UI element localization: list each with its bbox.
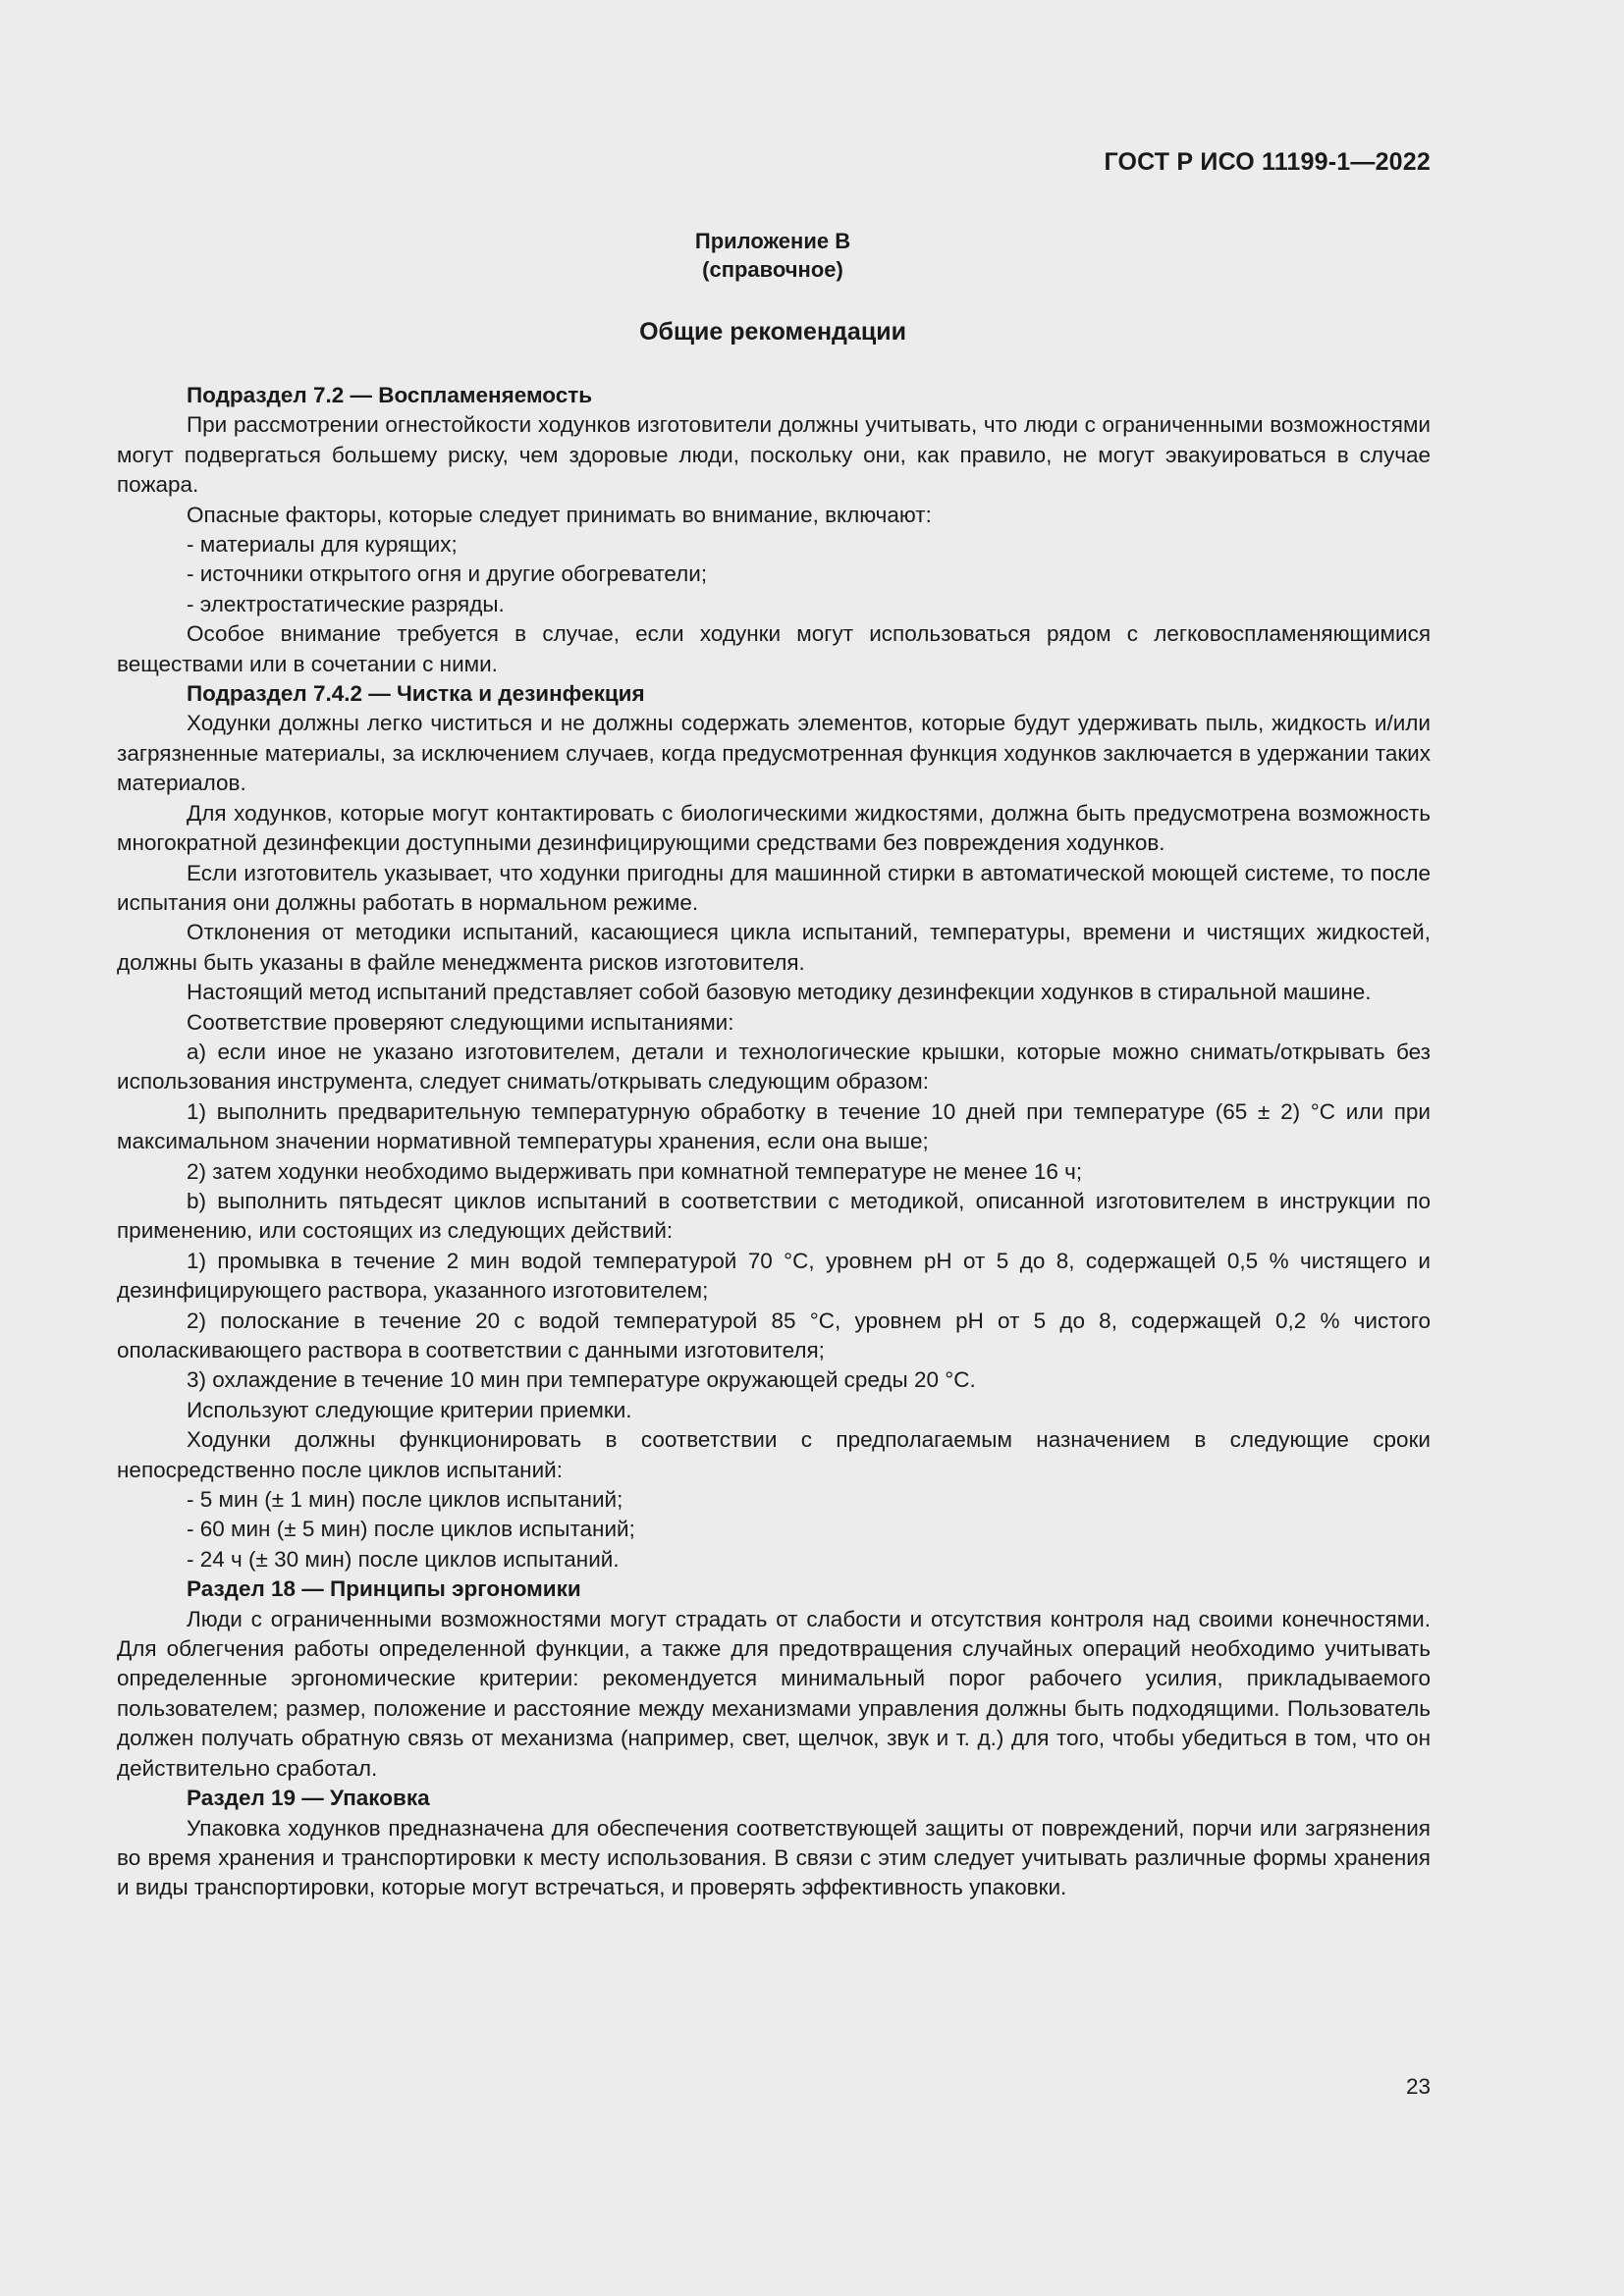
section-title: Общие рекомендации: [639, 318, 906, 346]
appendix-heading: [0, 227, 1545, 284]
list-item: b) выполнить пятьдесят циклов испытаний в соответствии с методикой, описанной изготовителем в инструкции по применению, или состоящих из следующих действий:: [117, 1188, 1431, 1244]
paragraph: Опасные факторы, которые следует принимать во внимание, включают:: [187, 502, 932, 527]
list-item: - 24 ч (± 30 мин) после циклов испытаний.: [187, 1546, 620, 1572]
list-item: - электростатические разряды.: [187, 591, 505, 616]
paragraph: Для ходунков, которые могут контактировать с биологическими жидкостями, должна быть предусмотрена возможность многократной дезинфекции доступными дезинфицирующими средствами без повреждения ходунков.: [117, 800, 1431, 856]
list-item: 1) выполнить предварительную температурную обработку в течение 10 дней при температуре (65 ± 2) °С или при максимальном значении нормативной температуры хранения, если она выше;: [117, 1098, 1431, 1154]
list-item: 3) охлаждение в течение 10 мин при температуре окружающей среды 20 °С.: [187, 1367, 976, 1393]
document-code-header: ГОСТ Р ИСО 11199-1—2022: [1104, 148, 1431, 176]
paragraph: Ходунки должны легко чиститься и не должны содержать элементов, которые будут удерживать пыль, жидкость и/или загрязненные материалы, за исключением случаев, когда предусмотренная функция ходунков заключается в удержании таких материалов.: [117, 711, 1431, 796]
paragraph: Используют следующие критерии приемки.: [187, 1397, 632, 1422]
paragraph: Настоящий метод испытаний представляет собой базовую методику дезинфекции ходунков в стиральной машине.: [187, 980, 1372, 1005]
paragraph: Ходунки должны функционировать в соответствии с предполагаемым назначением в следующие сроки непосредственно после циклов испытаний:: [117, 1427, 1431, 1482]
list-item: - источники открытого огня и другие обогреватели;: [187, 561, 708, 587]
list-item: a) если иное не указано изготовителем, детали и технологические крышки, которые можно снимать/открывать без использования инструмента, следует снимать/открывать следующим образом:: [117, 1039, 1431, 1095]
list-item: - 60 мин (± 5 мин) после циклов испытаний;: [187, 1517, 635, 1542]
paragraph: Соответствие проверяют следующими испытаниями:: [187, 1009, 734, 1035]
subsection-heading: Раздел 19 — Упаковка: [187, 1786, 430, 1811]
subsection-heading: Подраздел 7.2 — Воспламеняемость: [187, 383, 593, 407]
paragraph: Особое внимание требуется в случае, если ходунки могут использоваться рядом с легковоспламеняющимися веществами или в сочетании с ними.: [117, 621, 1431, 676]
appendix-label: Приложение В: [694, 229, 851, 253]
page-number: 23: [1405, 2074, 1431, 2099]
appendix-type: (справочное): [702, 257, 843, 282]
paragraph: Если изготовитель указывает, что ходунки пригодны для машинной стирки в автоматической моющей системе, то после испытания они должны работать в нормальном режиме.: [117, 860, 1431, 915]
paragraph: Отклонения от методики испытаний, касающиеся цикла испытаний, температуры, времени и чистящих жидкостей, должны быть указаны в файле менеджмента рисков изготовителя.: [117, 920, 1431, 975]
list-item: - материалы для курящих;: [187, 532, 458, 558]
list-item: 2) полоскание в течение 20 с водой температурой 85 °С, уровнем pH от 5 до 8, содержащей 0,2 % чистого ополаскивающего раствора в соответствии с данными изготовителя;: [117, 1308, 1431, 1362]
list-item: 1) промывка в течение 2 мин водой температурой 70 °С, уровнем pH от 5 до 8, содержащей 0,5 % чистящего и дезинфицирующего раствора, указанного изготовителем;: [117, 1248, 1431, 1304]
list-item: 2) затем ходунки необходимо выдерживать при комнатной температуре не менее 16 ч;: [187, 1158, 1083, 1184]
paragraph: Упаковка ходунков предназначена для обеспечения соответствующей защиты от повреждений, порчи или загрязнения во время хранения и транспортировки к месту использования. В связи с этим следует учитывать различные формы хранения и виды транспортировки, которые могут встречаться, и проверять эффективность упаковки.: [117, 1815, 1431, 1900]
document-body: [117, 381, 1431, 1903]
paragraph: При рассмотрении огнестойкости ходунков изготовители должны учитывать, что люди с ограниченными возможностями могут подвергаться большему риску, чем здоровые люди, поскольку они, как правило, не могут эвакуироваться в случае пожара.: [117, 412, 1431, 498]
subsection-heading: Раздел 18 — Принципы эргономики: [187, 1576, 581, 1602]
paragraph: Люди с ограниченными возможностями могут страдать от слабости и отсутствия контроля над своими конечностями. Для облегчения работы определенной функции, а также для предотвращения случайных операций необходимо учитывать определенные эргономические критерии: рекомендуется минимальный порог рабочего усилия, прикладываемого пользователем; размер, положение и расстояние между механизмами управления должны быть подходящими. Пользователь должен получать обратную связь от механизма (например, свет, щелчок, звук и т. д.) для того, чтобы убедиться в том, что он действительно сработал.: [117, 1606, 1431, 1781]
list-item: - 5 мин (± 1 мин) после циклов испытаний;: [187, 1487, 623, 1513]
subsection-heading: Подраздел 7.4.2 — Чистка и дезинфекция: [187, 681, 645, 707]
